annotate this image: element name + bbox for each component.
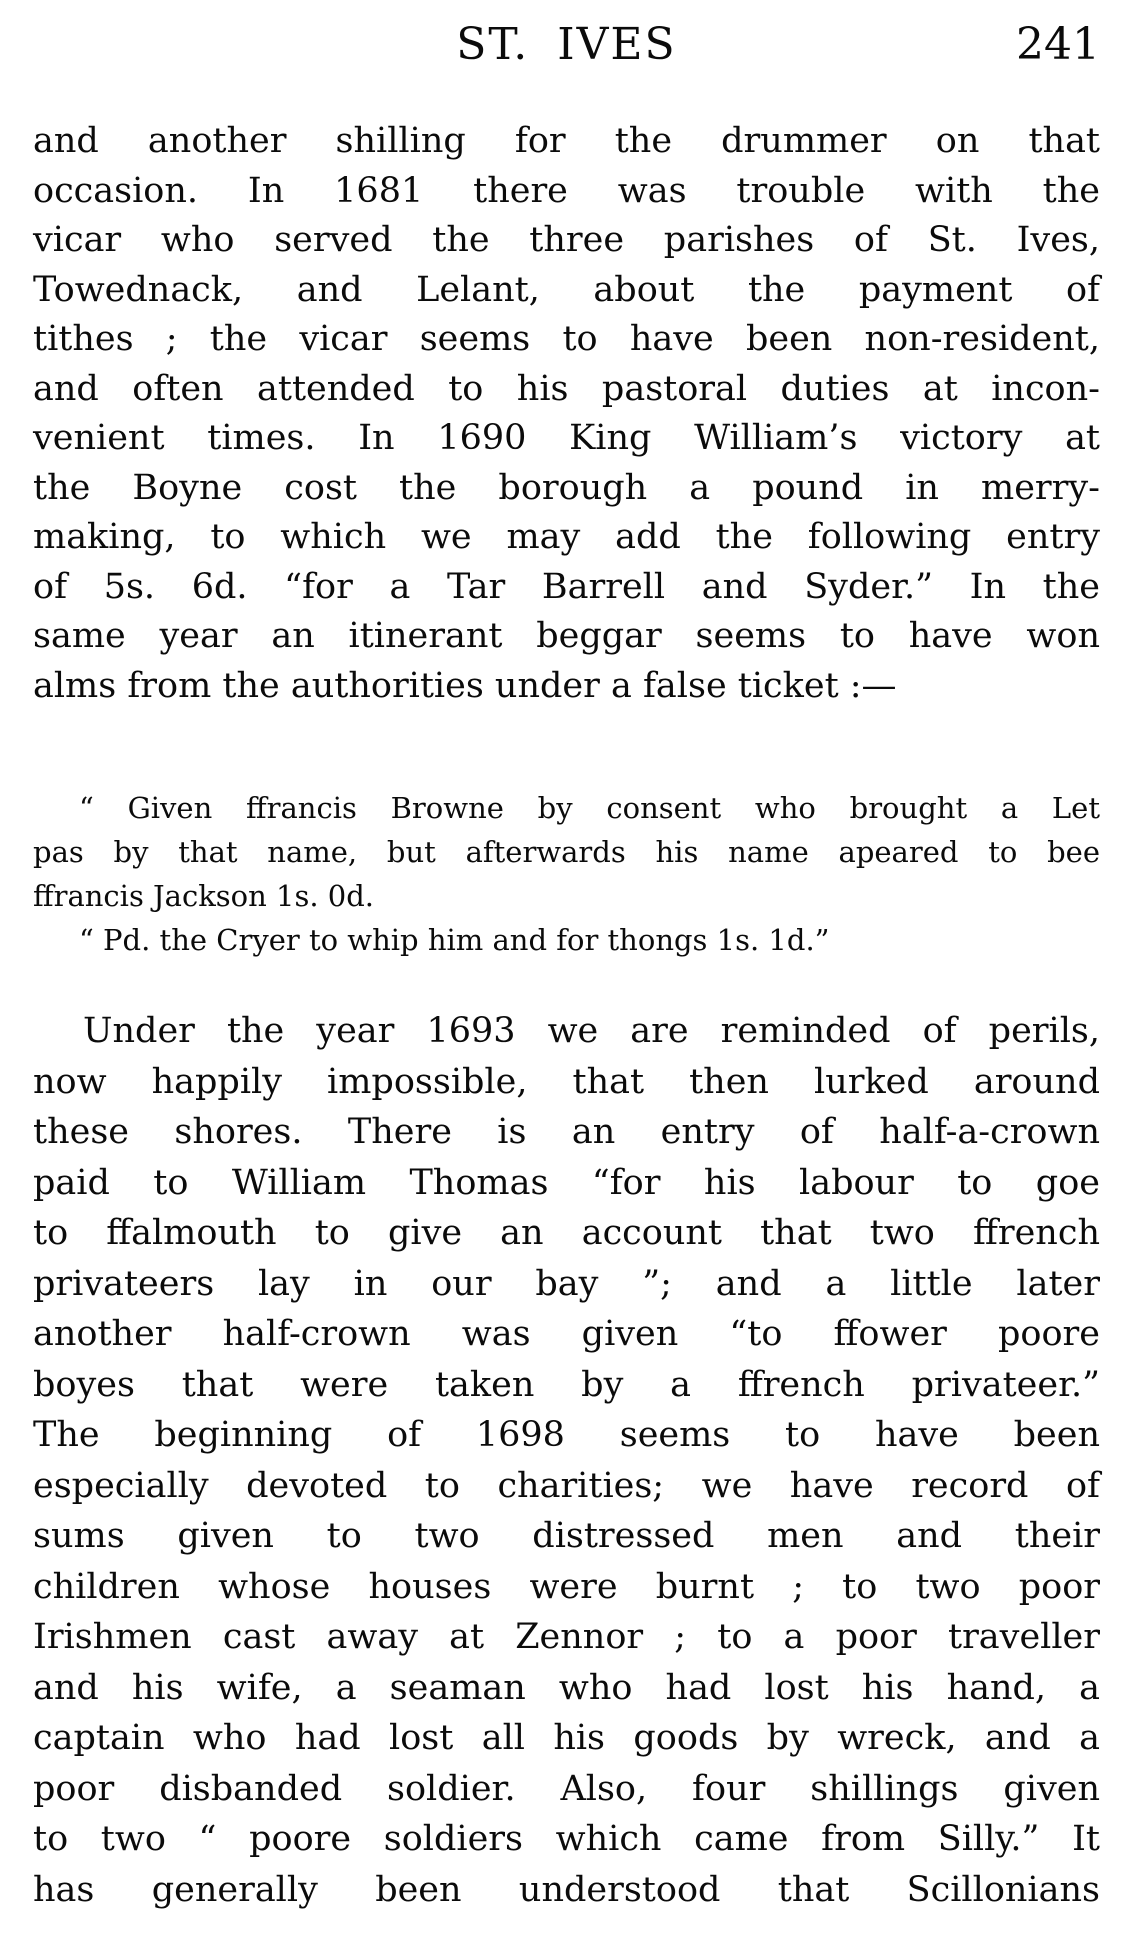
text-line: tithes ; the vicar seems to have been non-resident, xyxy=(33,319,1100,359)
text-line: paid to William Thomas “for his labour to goe xyxy=(33,1162,1100,1203)
text-line: children whose houses were burnt ; to two poor xyxy=(33,1566,1100,1607)
text-line: venient times. In 1690 King William’s victory at xyxy=(33,418,1100,458)
text-line: captain who had lost all his goods by wreck, and a xyxy=(33,1718,1100,1758)
text-line: now happily impossible, that then lurked around xyxy=(33,1061,1100,1102)
text-line: poor disbanded soldier. Also, four shillings given xyxy=(33,1768,1100,1809)
text-line: another half-crown was given “to ffower poore xyxy=(33,1314,1100,1354)
quote-block xyxy=(33,786,1100,962)
text-line: Under the year 1693 we are reminded of perils, xyxy=(83,1011,1100,1051)
text-line: to two “ poore soldiers which came from Silly.” It xyxy=(33,1819,1100,1859)
text-line: “ Given ffrancis Browne by consent who brought a Let xyxy=(79,791,1100,825)
text-line: privateers lay in our bay ”; and a little later xyxy=(33,1263,1100,1304)
paragraph-1 xyxy=(33,117,1100,711)
text-line: vicar who served the three parishes of St. Ives, xyxy=(33,220,1100,260)
text-line: same year an itinerant beggar seems to have won xyxy=(33,616,1100,656)
text-line: these shores. There is an entry of half-a-crown xyxy=(33,1112,1100,1152)
text-line: “ Pd. the Cryer to whip him and for thongs 1s. 1d.” xyxy=(79,923,830,957)
text-line: has generally been understood that Scillonians xyxy=(33,1869,1100,1910)
text-line: ffrancis Jackson 1s. 0d. xyxy=(33,879,375,913)
text-line: making, to which we may add the following entry xyxy=(33,517,1100,557)
text-line: boyes that were taken by a ffrench privateer.” xyxy=(33,1364,1100,1405)
text-line: alms from the authorities under a false ticket :— xyxy=(33,665,897,706)
text-line: pas by that name, but afterwards his name apeared to bee xyxy=(33,835,1100,869)
text-line: and another shilling for the drummer on that xyxy=(33,121,1100,161)
text-line: the Boyne cost the borough a pound in merry- xyxy=(33,467,1100,508)
text-line: Towednack, and Lelant, about the payment of xyxy=(33,269,1100,310)
text-line: Irishmen cast away at Zennor ; to a poor traveller xyxy=(33,1617,1100,1657)
page-header xyxy=(33,20,1100,70)
text-line: and often attended to his pastoral duties at incon- xyxy=(33,368,1100,409)
page-title: ST. IVES xyxy=(456,19,677,70)
paragraph-2 xyxy=(33,1006,1100,1915)
text-line: especially devoted to charities; we have record of xyxy=(33,1465,1100,1506)
text-line: to ffalmouth to give an account that two ffrench xyxy=(33,1213,1100,1253)
text-line: sums given to two distressed men and their xyxy=(33,1516,1100,1556)
text-line: occasion. In 1681 there was trouble with the xyxy=(33,170,1100,211)
text-line: and his wife, a seaman who had lost his hand, a xyxy=(33,1667,1100,1708)
text-line: The beginning of 1698 seems to have been xyxy=(33,1415,1100,1455)
page-number: 241 xyxy=(1016,19,1100,70)
text-line: of 5s. 6d. “for a Tar Barrell and Syder.” In the xyxy=(33,566,1100,607)
